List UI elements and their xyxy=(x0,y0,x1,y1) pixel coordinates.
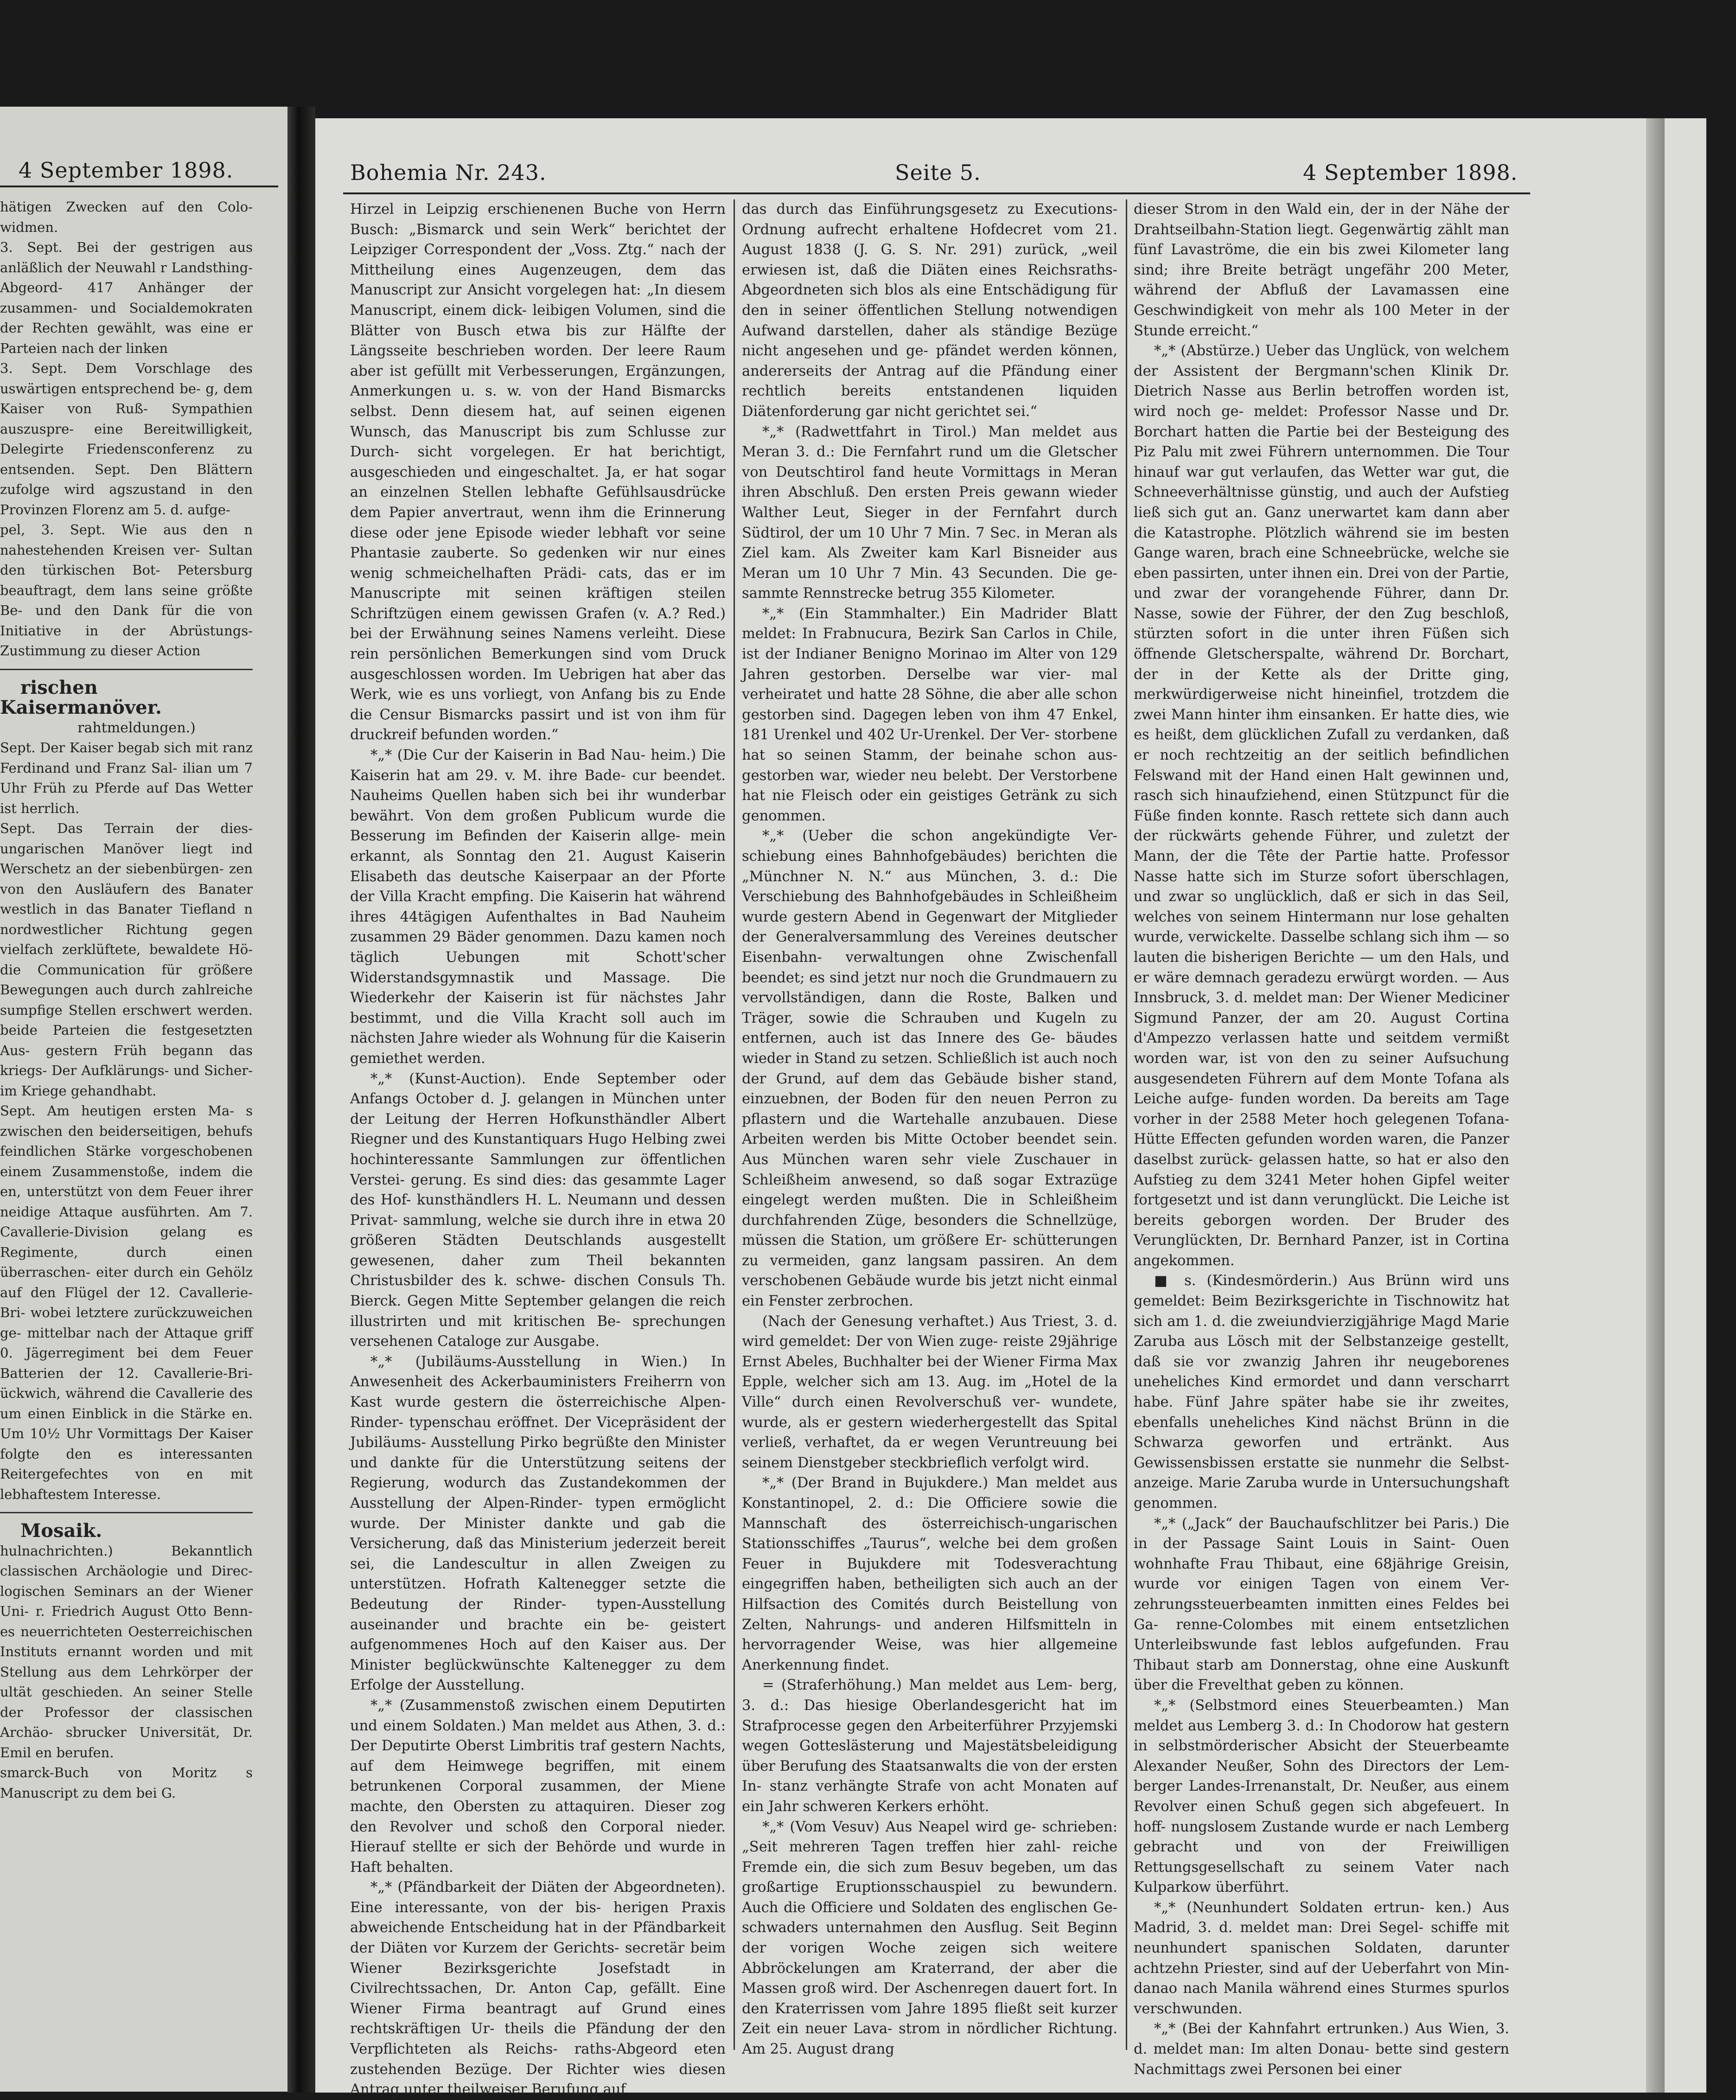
section-title: rischen Kaisermanöver. xyxy=(0,676,162,718)
article-paragraph: = (Straferhöhung.) Man meldet aus Lem- berg, 3. d.: Das hiesige Oberlandesgericht hat im Strafprocesse gegen den Arbeiterführer Przyjemski wegen Gotteslästerung und Majestätsbeleidigung über Berufung des Staatsanwalts die von der ersten In- stanz verhängte Strafe von acht Monaten auf ein Jahr schweren Kerkers erhöht. xyxy=(742,1677,1117,1815)
right-header-rule xyxy=(343,192,1530,194)
right-page-header-title: Bohemia Nr. 243. xyxy=(350,160,547,185)
article-paragraph: dieser Strom in den Wald ein, der in der Nähe der Drahtseilbahn-Station liegt. Gegenwärtig zählt man fünf Lavaströme, die ein bis zwei Kilometer lang sind; ihre Breite beträgt ungefähr 200 Meter, während der Abfluß der Lavamassen eine Geschwindigkeit von mehr als 100 Meter in der Stunde erreicht.“ xyxy=(1134,201,1509,339)
right-page xyxy=(315,118,1706,2098)
right-page-header-page-number: Seite 5. xyxy=(895,160,981,185)
article-paragraph: *„* (Bei der Kahnfahrt ertrunken.) Aus Wien, 3. d. meldet man: Im alten Donau- bette sind gestern Nachmittags zwei Personen bei einer xyxy=(1134,2021,1509,2078)
left-header-rule xyxy=(0,186,278,187)
article-paragraph: *„* (Pfändbarkeit der Diäten der Abgeordneten). Eine interessante, von der bis- herigen Praxis abweichende Entscheidung hat in der Pfändbarkeit der Diäten vor Kurzem der Gerichts- secretär beim Wiener Bezirksgerichte Josefstadt in Civilrechtssachen, Dr. Anton Cap, gefällt. Eine Wiener Firma beantragt auf Grund eines rechtskräftigen Ur- theils die Pfändung der den Verpflichteten als Reichs- raths-Abgeord eten zustehenden Bezüge. Der Richter wies diesen Antrag unter theilweiser Berufung auf xyxy=(350,1879,726,2098)
left-page-header-date: 4 September 1898. xyxy=(19,158,234,183)
column-rule xyxy=(1126,199,1127,2050)
page-edge-shadow xyxy=(1646,118,1665,2093)
article-paragraph: *„* (Zusammenstoß zwischen einem Deputirten und einem Soldaten.) Man meldet aus Athen, 3. d.: Der Deputirte Oberst Limbritis traf gestern Nachts, auf dem Heimwege begriffen, mit einem betrunkenen Corporal zusammen, der Miene machte, den Obersten zu attaquiren. Dieser zog den Revolver und schoß den Corporal nieder. Hierauf stellte er sich der Behörde und wurde in Haft behalten. xyxy=(350,1697,726,1876)
left-paragraph: Sept. Am heutigen ersten Ma- s zwischen den beiderseitigen, behufs feindlichen Stärke vorgeschobenen einem Zusammenstoße, indem die en, unterstützt von dem Feuer ihrer neidige Attaque ausführten. Am 7. Cavallerie-Division gelang es Regimente, durch einen überraschen- eiter durch ein Gehölz auf den Flügel der 12. Cavallerie-Bri- wobei letztere zurückzuweichen ge- mittelbar nach der Attaque griff 0. Jägerregiment bei dem Feuer Batterien der 12. Cavallerie-Bri- ückwich, während die Cavallerie des um einen Einblick in die Stärke en. Um 10½ Uhr Vormittags Der Kaiser folgte den es interessanten Reitergefechtes von en mit lebhaftestem Interesse. xyxy=(0,1103,253,1502)
article-paragraph: *„* (Kunst-Auction). Ende September oder Anfangs October d. J. gelangen in München unter der Leitung der Herren Hofkunsthändler Albert Riegner und des Kunstantiquars Hugo Helbing zwei hochinteressante Sammlungen zur öffentlichen Verstei- gerung. Es sind dies: das gesammte Lager des Hof- kunsthändlers H. L. Neumann und dessen Privat- sammlung, welche sie durch ihre in etwa 20 größeren Städten Deutschlands ausgestellt gewesenen, daher zum Theil bekannten Christusbilder des k. schwe- dischen Consuls Th. Bierck. Gegen Mitte September gelangen die reich illustrirten und mit kritischen Be- sprechungen versehenen Cataloge zur Ausgabe. xyxy=(350,1070,726,1350)
article-paragraph: *„* (Neunhundert Soldaten ertrun- ken.) Aus Madrid, 3. d. meldet man: Drei Segel- schiffe mit neunhundert spanischen Soldaten, darunter achtzehn Priester, sind auf der Ueberfahrt von Min- danao nach Manila während eines Sturmes spurlos verschwunden. xyxy=(1134,1899,1509,2017)
article-paragraph: *„* (Selbstmord eines Steuerbeamten.) Man meldet aus Lemberg 3. d.: In Chodorow hat gestern in selbstmörderischer Absicht der Steuerbeamte Alexander Neußer, Sohn des Directors der Lem- berger Landes-Irrenanstalt, Dr. Neußer, aus einem Revolver einen Schuß gegen sich abgefeuert. In hoff- nungslosem Zustande wurde er nach Lemberg gebracht und von der Freiwilligen Rettungsgesellschaft zu seinem Vater nach Kulparkow überführt. xyxy=(1134,1697,1509,1896)
article-paragraph: *„* (Der Brand in Bujukdere.) Man meldet aus Konstantinopel, 2. d.: Die Officiere sowie die Mannschaft des österreichisch-ungarischen Stationsschiffes „Taurus“, welche bei dem großen Feuer in Bujukdere mit Todesverachtung eingegriffen haben, betheiligten sich auch an der Hilfsaction des Comités durch Beistellung von Zelten, Nahrungs- und anderen Hilfsmitteln in hervorragender Weise, was hier allgemeine Anerkennung findet. xyxy=(742,1475,1117,1673)
article-paragraph: *„* (Vom Vesuv) Aus Neapel wird ge- schrieben: „Seit mehreren Tagen treffen hier zahl- reiche Fremde ein, die sich zum Besuv begeben, um das großartige Eruptionsschauspiel zu bewundern. Auch die Officiere und Soldaten des englischen Ge- schwaders unternahmen den Ausflug. Seit Beginn der vorigen Woche zeigen sich weitere Abbröckelungen am Kraterrand, der aber die Massen groß wird. Der Aschenregen dauert fort. In den Kraterrissen vom Jahre 1895 fließt seit kurzer Zeit ein neuer Lava- strom in nördlicher Richtung. Am 25. August drang xyxy=(742,1818,1117,2058)
right-column-1 xyxy=(350,199,726,2098)
left-paragraph: smarck-Buch von Moritz s Manuscript zu dem bei G. xyxy=(0,1765,253,1801)
left-paragraph: pel, 3. Sept. Wie aus den n nahestehenden Kreisen ver- Sultan den türkischen Bot- Petersburg beauftragt, dem lans seine größte Be- und den Dank für die von Initiative in der Abrüstungs- Zustimmung zu dieser Action xyxy=(0,522,253,659)
article-paragraph: *„* (Jubiläums-Ausstellung in Wien.) In Anwesenheit des Ackerbauministers Freiherrn von Kast wurde gestern die österreichische Alpen-Rinder- typenschau eröffnet. Der Vicepräsident der Jubiläums- Ausstellung Pirko begrüßte den Minister und dankte für die Unterstützung seitens der Regierung, wodurch das Zustandekommen der Ausstellung der Alpen-Rinder- typen ermöglicht wurde. Der Minister dankte und gab die Versicherung, daß das Ministerium jederzeit bereit sei, die Landescultur in allen Zweigen zu unterstützen. Hofrath Kaltenegger setzte die Bedeutung der Rinder- typen-Ausstellung auseinander und brachte ein be- geistert aufgenommenes Hoch auf den Kaiser aus. Der Minister beglückwünschte Kaltenegger zu dem Erfolge der Ausstellung. xyxy=(350,1353,726,1694)
article-paragraph: das durch das Einführungsgesetz zu Executions- Ordnung aufrecht erhaltene Hofdecret vom 21. August 1838 (J. G. S. Nr. 291) zurück, „weil erwiesen ist, daß die Diäten eines Reichsraths-Abgeordneten sich blos als eine Entschädigung für den in seiner öffentlichen Stellung notwendigen Aufwand darstellen, daher als ständige Bezüge nicht angesehen und ge- pfändet werden können, andererseits der Antrag auf die Pfändung einer rechtlich bereits entstandenen liquiden Diätenforderung gar nicht gerichtet sei.“ xyxy=(742,201,1117,420)
article-paragraph: *„* (Die Cur der Kaiserin in Bad Nau- heim.) Die Kaiserin hat am 29. v. M. ihre Bade- cur beendet. Nauheims Quellen haben sich bei ihr wunderbar bewährt. Von dem großen Publicum wurde die Besserung im Befinden der Kaiserin allge- mein erkannt, als Sonntag den 21. August Kaiserin Elisabeth das deutsche Kaiserpaar an der Pforte der Villa Kracht empfing. Die Kaiserin hat während ihres 44tägigen Aufenthaltes in Bad Nauheim zusammen 29 Bäder genommen. Dazu kamen noch täglich Uebungen mit Schott'scher Widerstandsgymnastik und Massage. Die Wiederkehr der Kaiserin ist für nächstes Jahr bestimmt, und die Villa Kracht soll auch im nächsten Jahre wieder als Wohnung für die Kaiserin gemiethet werden. xyxy=(350,747,726,1067)
article-paragraph: *„* (Abstürze.) Ueber das Unglück, von welchem der Assistent der Bergmann'schen Klinik Dr. Dietrich Nasse aus Berlin betroffen worden ist, wird noch ge- meldet: Professor Nasse und Dr. Borchart hatten die Partie bei der Besteigung des Piz Palu mit zwei Führern unternommen. Die Tour hinauf war gut verlaufen, das Wetter war gut, die Schneeverhältnisse günstig, und auch der Aufstieg ließ sich gut an. Ganz unerwartet kam dann aber die Katastrophe. Plötzlich während sie im besten Gange waren, brach eine Schneebrücke, welche sie eben passirten, unter ihnen ein. Drei von der Partie, und zwar der vorangehende Führer, dann Dr. Nasse, sowie der Führer, der den Zug beschloß, stürzten sofort in die unter ihren Füßen sich öffnende Gletscherspalte, während Dr. Borchart, der in der Kette als der Dritte ging, merkwürdigerweise nicht hineinfiel, trotzdem die zwei Mann hinter ihm einsanken. Er hatte dies, wie es heißt, dem glücklichen Zufall zu verdanken, daß er noch rechtzeitig an der seitlich befindlichen Felswand mit der Hand einen Halt gewinnen und, rasch sich hinaufziehend, einen Stützpunct für die Füße finden konnte. Rasch rettete sich dann auch der rückwärts gehende Führer, und zuletzt der Mann, der die Tête der Partie hatte. Professor Nasse hatte sich im Sturze sofort überschlagen, und zwar so unglücklich, daß er sich in das Seil, welches von seinem Hintermann nur lose gehalten wurde, verwickelte. Dasselbe schlang sich ihm — so lauten die bisherigen Berichte — um den Hals, und er wäre demnach geradezu erwürgt worden. — Aus Innsbruck, 3. d. meldet man: Der Wiener Mediciner Sigmund Panzer, der am 20. August Cortina d'Ampezzo verlassen hatte und seitdem vermißt worden war, ist von den zu seiner Aufsuchung ausgesendeten Führern auf dem Monte Tofana als Leiche aufge- funden worden. Da bereits am Tage vorher in der 2588 Meter hoch gelegenen Tofana-Hütte Effecten gefunden worden waren, die Panzer daselbst zurück- gelassen hatte, so hat er also den Aufstieg zu dem 3241 Meter hohen Gipfel weiter fortgesetzt und ist dann verunglückt. Die Leiche ist bereits geborgen worden. Der Bruder des Verunglückten, Dr. Bernhard Panzer, ist in Cortina angekommen. xyxy=(1134,343,1509,1269)
column-rule xyxy=(734,199,735,2050)
right-column-3 xyxy=(1134,199,1509,2078)
section-separator xyxy=(0,1512,253,1513)
left-paragraph: Sept. Der Kaiser begab sich mit ranz Ferdinand und Franz Sal- ilian um 7 Uhr Früh zu Pferde auf Das Wetter ist herrlich. xyxy=(0,740,253,816)
article-paragraph: (Nach der Genesung verhaftet.) Aus Triest, 3. d. wird gemeldet: Der von Wien zuge- reiste 29jährige Ernst Abeles, Buchhalter bei der Wiener Firma Max Epple, welcher sich am 13. Aug. im „Hotel de la Ville“ durch einen Revolverschuß ver- wundete, wurde, als er gestern wiederhergestellt das Spital verließ, verhaftet, da er wegen Veruntreuung bei seinem Dienstgeber steckbrieflich verfolgt wird. xyxy=(742,1313,1117,1471)
left-page-column xyxy=(0,197,253,2075)
article-paragraph: *„* („Jack“ der Bauchaufschlitzer bei Paris.) Die in der Passage Saint Louis in Saint- Ouen wohnhafte Frau Thibaut, eine 68jährige Greisin, wurde vor einigen Tagen von einem Ver- zehrungssteuerbeamten inmitten eines Feldes bei Ga- renne-Colombes mit einem entsetzlichen Unterleibswunde fast leblos aufgefunden. Frau Thibaut starb am Donnerstag, ohne eine Auskunft über die Frevelthat geben zu können. xyxy=(1134,1515,1509,1694)
article-paragraph: ■ s. (Kindesmörderin.) Aus Brünn wird uns gemeldet: Beim Bezirksgerichte in Tischnowitz hat sich am 1. d. die zweiundvierzigjährige Magd Marie Zaruba aus Lösch mit der Selbstanzeige gestellt, daß sie vor zwanzig Jahren ihr neugeborenes uneheliches Kind ermordet und dann verscharrt habe. Fünf Jahre später habe sie ihr zweites, ebenfalls uneheliches Kind nächst Brünn in die Schwarza geworfen und ertränkt. Aus Gewissensbissen erstatte sie nunmehr die Selbst- anzeige. Marie Zaruba wurde in Untersuchungshaft genommen. xyxy=(1134,1273,1509,1511)
article-paragraph: *„* (Ein Stammhalter.) Ein Madrider Blatt meldet: In Frabnucura, Bezirk San Carlos in Chile, ist der Indianer Benigno Morinao im Alter von 129 Jahren gestorben. Derselbe war vier- mal verheiratet und hatte 28 Söhne, die aber alle schon gestorben sind. Dagegen leben von ihm 47 Enkel, 181 Urenkel und 402 Ur-Urenkel. Der Ver- storbene hat so seinen Stamm, der beinahe schon aus- gestorben war, wieder neu belebt. Der Verstorbene hat nie Fleisch oder ein geistiges Getränk zu sich genommen. xyxy=(742,605,1117,824)
left-paragraph: Sept. Das Terrain der dies- ungarischen Manöver liegt ind Werschetz an der siebenbürgen- zen von den Ausläufern des Banater westlich in das Banater Tiefland n nordwestlicher Richtung gegen vielfach zerklüftete, bewaldete Hö- die Communication für größere Bewegungen auch durch zahlreiche sumpfige Stellen erschwert werden. beide Parteien die festgesetzten Aus- gestern Früh begann das kriegs- Der Aufklärungs- und Sicher- im Kriege gehandhabt. xyxy=(0,820,253,1099)
left-paragraph: 3. Sept. Dem Vorschlage des uswärtigen entsprechend be- g, dem Kaiser von Ruß- Sympathien auszuspre- eine Bereitwilligkeit, Delegirte Friedensconferenz zu entsenden. Sept. Den Blättern zufolge wird agszustand in den Provinzen Florenz am 5. d. aufge- xyxy=(0,360,253,518)
article-paragraph: *„* (Radwettfahrt in Tirol.) Man meldet aus Meran 3. d.: Die Fernfahrt rund um die Gletscher von Deutschtirol fand heute Vormittags in Meran ihren Abschluß. Den ersten Preis gewann wieder Walther Leut, Sieger in der Fernfahrt durch Südtirol, der um 10 Uhr 7 Min. 7 Sec. in Meran als Ziel kam. Als Zweiter kam Karl Bisneider aus Meran um 10 Uhr 7 Min. 43 Secunden. Die ge- sammte Rennstrecke betrug 355 Kilometer. xyxy=(742,423,1117,602)
book-gutter xyxy=(287,107,315,2093)
mosaik-title: Mosaik. xyxy=(20,1520,102,1542)
section-subtitle: rahtmeldungen.) xyxy=(77,719,196,736)
right-page-header-date: 4 September 1898. xyxy=(1303,160,1518,185)
left-paragraph: 3. Sept. Bei der gestrigen aus anläßlich der Neuwahl r Landsthing-Abgeord- 417 Anhänger der zusammen- und Socialdemokraten der Rechten gewählt, was eine er Parteien nach der linken xyxy=(0,239,253,356)
article-paragraph: Hirzel in Leipzig erschienenen Buche von Herrn Busch: „Bismarck und sein Werk“ berichtet der Leipziger Correspondent der „Voss. Ztg.“ nach der Mittheilung eines Augenzeugen, dem das Manuscript zur Ansicht vorgelegen hat: „In diesem Manuscript, einem dick- leibigen Volumen, sind die Blätter von Busch etwa bis zur Hälfte der Längsseite beschrieben worden. Der leere Raum aber ist gefüllt mit Verbesserungen, Ergänzungen, Anmerkungen u. s. w. von der Hand Bismarcks selbst. Denn diesem hat, auf seinen eigenen Wunsch, das Manuscript bis zum Schlusse zur Durch- sicht vorgelegen. Er hat berichtigt, ausgeschieden und eingeschaltet. Ja, er hat sogar an einzelnen Stellen lebhafte Gefühlsausdrücke dem Papier anvertraut, wenn ihm die Erinnerung diese oder jene Episode wieder lebhaft vor seine Phantasie zauberte. So gedenken wir nur eines wenig schmeichelhaften Prädi- cats, das er im Manuscripte mit seinen kräftigen steilen Schriftzügen einem gewissen Grafen (v. A.? Red.) bei der Erwähnung seines Namens verleiht. Diese rein persönlichen Bemerkungen sind vom Druck ausgeschlossen worden. Im Uebrigen hat aber das Werk, wie es uns vorliegt, von Anfang bis zu Ende die Censur Bismarcks passirt und ist von ihm für druckreif befunden worden.“ xyxy=(350,201,726,743)
article-paragraph: *„* (Ueber die schon angekündigte Ver- schiebung eines Bahnhofgebäudes) berichten die „Münchner N. N.“ aus München, 3. d.: Die Verschiebung des Bahnhofgebäudes in Schleißheim wurde gestern Abend in Gegenwart der Mitglieder der Generalversammlung des Vereines deutscher Eisenbahn- verwaltungen ohne Zwischenfall beendet; es sind jetzt nur noch die Grundmauern zu vervollständigen, dann die Roste, Balken und Träger, sowie die Schrauben und Kugeln zu entfernen, auch ist das Innere des Ge- bäudes wieder in Stand zu setzen. Schließlich ist auch noch der Grund, auf dem das Gebäude bisher stand, einzuebnen, der Boden für den neuen Perron zu pflastern und die Wartehalle anzubauen. Diese Arbeiten werden bis Mitte October beendet sein. Aus München waren sehr viele Zuschauer in Schleißheim anwesend, so daß sogar Extrazüge eingelegt werden mußten. Die in Schleißheim durchfahrenden Züge, besonders die Schnellzüge, müssen die Station, um größere Er- schütterungen zu vermeiden, ganz langsam passiren. An dem verschobenen Gebäude wurde bis jetzt nicht einmal ein Fenster zerbrochen. xyxy=(742,828,1117,1310)
left-paragraph: hätigen Zwecken auf den Colo- widmen. xyxy=(0,199,253,235)
left-page xyxy=(0,107,287,2092)
right-column-2 xyxy=(742,199,1117,2059)
left-paragraph: hulnachrichten.) Bekanntlich classischen Archäologie und Direc- logischen Seminars an der Wiener Uni- r. Friedrich August Otto Benn- es neuerrichteten Oesterreichischen Instituts ernannt worden und mit Stellung aus dem Lehrkörper der ultät geschieden. An seiner Stelle der Professor der classischen Archäo- sbrucker Universität, Dr. Emil en berufen. xyxy=(0,1543,253,1761)
section-separator xyxy=(0,669,253,670)
